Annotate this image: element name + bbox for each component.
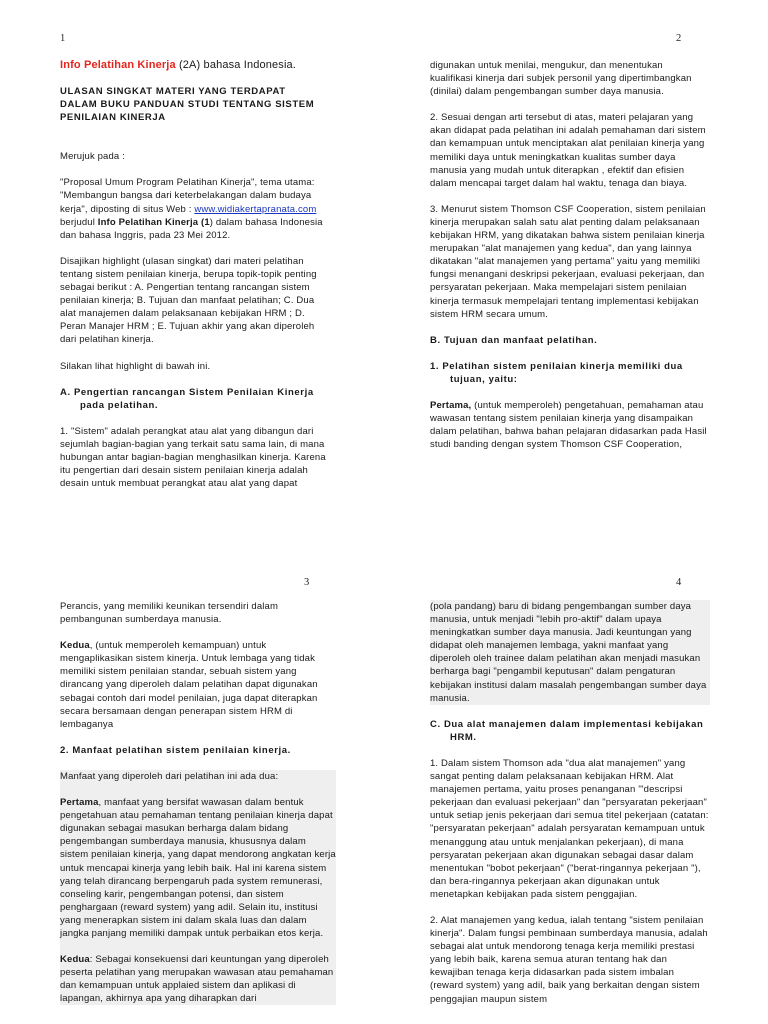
- heading: DALAM BUKU PANDUAN STUDI TENTANG SISTEM PENILAIAN KINERJA: [60, 99, 315, 124]
- paragraph: Manfaat yang diperoleh dari pelatihan ini ada dua:: [60, 770, 279, 782]
- page-number: 3: [304, 577, 310, 588]
- section-heading: C. Dua alat manajemen dalam implementasi kebijakan HRM.: [430, 718, 704, 743]
- reference-paragraph: "Proposal Umum Program Pelatihan Kinerja", tema utama: "Membangun bangsa dari keterbelakangan dalam budaya kerja", diposting di situs Web : www.widiakertapranata.com berjudul Info Pelatihan Kinerja (1) dalam bahasa Indonesia dan bahasa Inggris, pada 23 Mei 2012.: [60, 177, 323, 241]
- page-number: 1: [60, 33, 66, 44]
- page-4: [384, 512, 768, 1024]
- section-heading: 2. Manfaat pelatihan sistem penilaian kinerja.: [60, 744, 291, 756]
- paragraph: Silakan lihat highlight di bawah ini.: [60, 360, 211, 372]
- paragraph: digunakan untuk menilai, mengukur, dan menentukan kualifikasi kinerja dari subjek personil yang dipertimbangkan (dinilai) dalam pengembangan sumber daya manusia.: [430, 60, 692, 98]
- page-number: 2: [676, 33, 682, 44]
- shaded-block: [60, 770, 336, 1006]
- paragraph: 3. Menurut sistem Thomson CSF Cooperation, sistem penilaian kinerja merupakan salah satu alat penting dalam pelaksanaan kebijakan HRM, yang dikatakan bahwa sistem penilaian kinerja merupakan "alat manajemen yang kedua", dan yang lainnya dikatakan "alat manajemen yang pertama" yaitu yang memiliki fungsi menangani deskripsi pekerjaan, evaluasi pekerjaan, dan persyaratan pekerjaan. Maka mempelajari sistem penilaian kinerja termasuk mempelajari tentang implementasi kebijakan sistem HRM secara umum.: [430, 203, 706, 320]
- paragraph: 2. Alat manajemen yang kedua, ialah tentang "sistem penilaian kinerja". Dalam fungsi pembinaan sumberdaya manusia, adalah sebagai alat untuk mendorong tenaga kerja memiliki prestasi yang lebih baik, karena semua aturan tentang hak dan kewajiban tenaga kerja didasarkan pada sistem imbalan (reward system) yang adil, baik yang berkaitan dengan sistem penggajian maupun sistem: [430, 914, 708, 1005]
- paragraph: Disajikan highlight (ulasan singkat) dari materi pelatihan tentang sistem penilaian kinerja, berupa topik-topik penting sebagai berikut : A. Pengertian tentang rancangan sistem penilaian kinerja; B. Tujuan dan manfaat pelatihan; C. Dua alat manajemen dalam pelaksanaan kebijakan HRM ; D. Peran Manajer HRM ; E. Tujuan akhir yang akan diperoleh dari pelatihan kinerja.: [60, 255, 317, 346]
- paragraph: (pola pandang) baru di bidang pengembangan sumber daya manusia, untuk menjadi "lebih pro-aktif" dalam upaya meningkatkan sumber daya manusia. Jadi keuntungan yang didapat oleh manajemen lembaga, yakni manfaat yang diperoleh oleh trainee dalam pelatihan akan menjadi masukan berharga bagi "pengambil keputusan" dalam pengaturan kebijakan institusi dalam masalah pengembangan sumber daya manusia.: [430, 600, 710, 705]
- page-3: [0, 512, 384, 1024]
- section-heading: B. Tujuan dan manfaat pelatihan.: [430, 334, 598, 346]
- page-2: [384, 0, 768, 512]
- paragraph: Merujuk pada :: [60, 151, 125, 163]
- page-1: [0, 0, 384, 512]
- page-4-text: [430, 600, 710, 1019]
- paragraph: Kedua, (untuk memperoleh kemampuan) untuk mengaplikasikan sistem kinerja. Untuk lembaga yang tidak memiliki sistem penilaian standar, sebuah sistem yang dirancang yang diperoleh dalam pelatihan dapat digunakan sebagai contoh dari model penilaian, juga dapat diterapkan secara bersamaan dengan penerapan sistem HRM di lembaganya: [60, 640, 318, 730]
- paragraph: Pertama, manfaat yang bersifat wawasan dalam bentuk pengetahuan atau pemahaman tentang penilaian kinerja dapat digunakan sebagai masukan berharga dalam bidang pengembangan sumberdaya manusia, khususnya dalam sistem penilaian kinerja, yang dapat mendorong angkatan kerja untuk mencapai kinerja yang lebih baik. Hal ini karena sistem yang telah dirancang berpengaruh pada system remunerasi, conseling karir, pengembangan potensi, dan sistem penghargaan (reward system) yang adil. Selain itu, institusi yang menerapkan sistem ini dalam skala luas dan dalam jangka panjang memiliki dampak untuk perbaikan etos kerja.: [60, 797, 336, 939]
- page-2-text: [430, 59, 708, 464]
- doc-title: Info Pelatihan Kinerja (2A) bahasa Indonesia.: [60, 59, 297, 71]
- subsection-heading: 1. Pelatihan sistem penilaian kinerja memiliki dua tujuan, yaitu:: [430, 360, 683, 385]
- heading: ULASAN SINGKAT MATERI YANG TERDAPAT: [60, 86, 286, 97]
- paragraph: Perancis, yang memiliki keunikan tersendiri dalam pembangunan sumberdaya manusia.: [60, 601, 279, 626]
- page-1-text: [60, 58, 330, 503]
- paragraph: 1. "Sistem" adalah perangkat atau alat yang dibangun dari sejumlah bagian-bagian yang terkait satu sama lain, di mana hubungan antar bagian-bagian menghasilkan kinerja. Karena itu pengertian dari desain sistem penilaian kinerja adalah desain untuk membuat perangkat atau alat yang dapat: [60, 425, 326, 490]
- paragraph: Kedua: Sebagai konsekuensi dari keuntungan yang diperoleh peserta pelatihan yang merupakan wawasan atau pemahaman dan kemampuan untuk applaied sistem dan aplikasi di lapangan, akhirnya apa yang diharapkan dari: [60, 954, 334, 1005]
- website-link[interactable]: www.widiakertapranata.com: [194, 203, 317, 215]
- paragraph: 1. Dalam sistem Thomson ada "dua alat manajemen" yang sangat penting dalam pelaksanaan kebijakan HRM. Alat manajemen pertama, yaitu proses penanganan '"descripsi pekerjaan dan evaluasi pekerjaan" dan "persyaratan pekerjaan" untuk setiap jenis pekerjaan dari semua titel pekerjaan (catatan: "persyaratan pekerjaan" adalah persyaratan kemampuan untuk menanggung atau untuk menjalankan pekerjaan), di mana persyaratan pekerjaan akan digunakan sebagai dasar dalam menentukan "bobot pekerjaan" ("berat-ringannya pekerjaan "), dan bera-ringannya pekerjaan akan digunakan untuk menetapkan kebijakan pada sistem penggajian.: [430, 757, 709, 900]
- paragraph: dalam pelatihan, bahwa bahan pelajaran didasarkan pada Hasil studi banding dengan system Thomson CSF Cooperation,: [430, 426, 707, 451]
- section-heading: A. Pengertian rancangan Sistem Penilaian Kinerja pada pelatihan.: [60, 386, 314, 411]
- page-3-text: [60, 600, 336, 1018]
- page-number: 4: [676, 577, 682, 588]
- paragraph: 2. Sesuai dengan arti tersebut di atas, materi pelajaran yang akan didapat pada pelatihan ini adalah pemahaman dari sistem dan kemampuan untuk menciptakan alat penilaian kinerja yang memiliki daya untuk meningkatkan kualitas sumber daya manusia yang mudah untuk diterapkan , efektif dan efisien dalam mencapai target dalam hal waktu, tenaga dan biaya.: [430, 112, 706, 189]
- paragraph: Pertama, (untuk memperoleh) pengetahuan, pemahaman atau wawasan tentang sistem penilaian kinerja yang disampaikan: [430, 399, 704, 425]
